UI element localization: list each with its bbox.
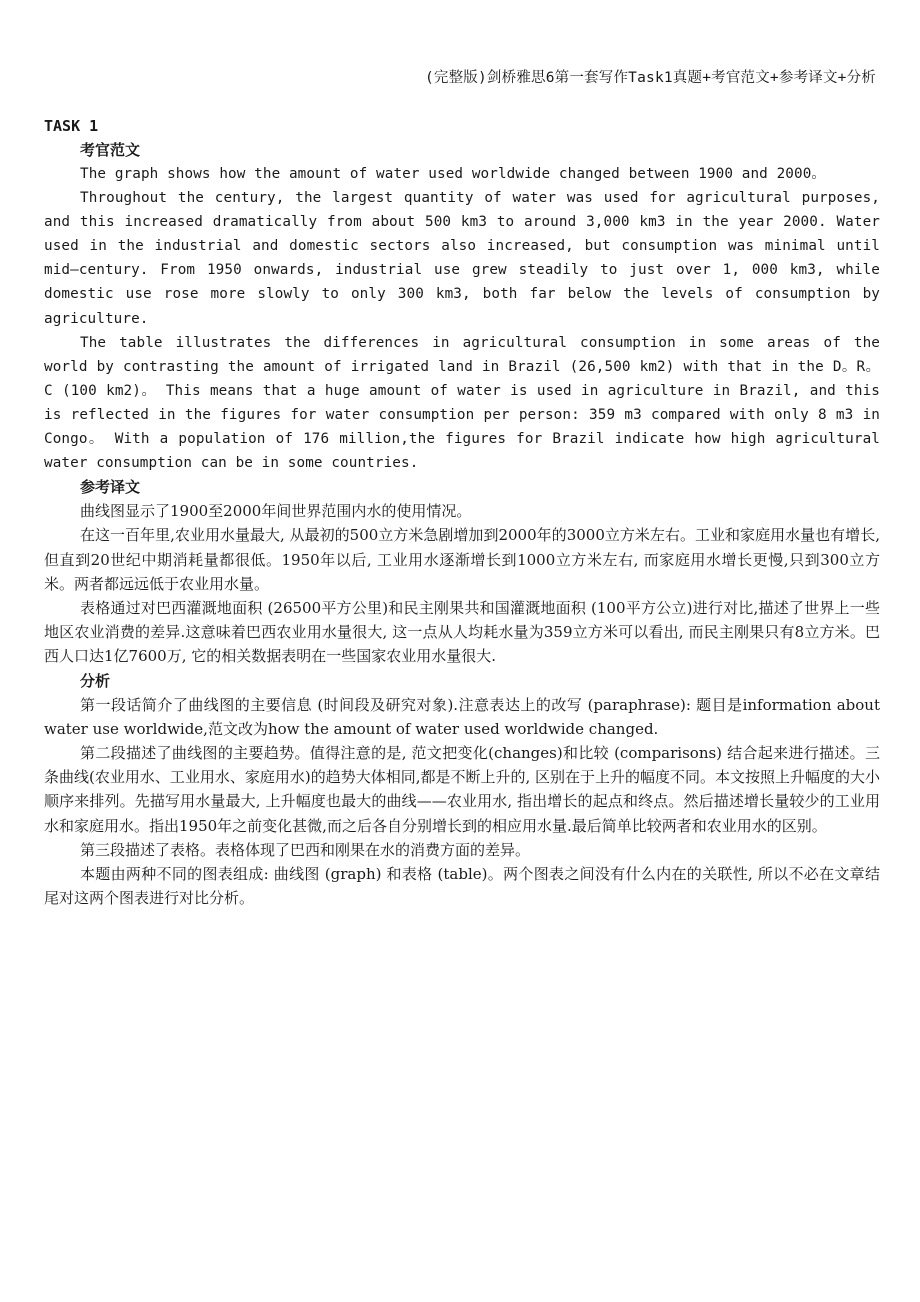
- analysis-paragraph-1: 第一段话简介了曲线图的主要信息 (时间段及研究对象).注意表达上的改写 (paraphrase): 题目是information about water use worldwide,范文改为how the amount of water used worldwide changed.: [44, 695, 880, 738]
- translation-paragraph-1: 曲线图显示了1900至2000年间世界范围内水的使用情况。: [80, 502, 472, 521]
- translation-paragraph-2: 在这一百年里,农业用水量最大, 从最初的500立方米急剧增加到2000年的3000立方米左右。工业和家庭用水量也有增长,但直到20世纪中期消耗量都很低。1950年以后, 工业用水逐渐增长到1000立方米左右, 而家庭用水增长更慢,只到300立方米。两者都远远低于农业用水量。: [44, 526, 880, 593]
- analysis-heading: 分析: [80, 671, 111, 690]
- model-paragraph-2: Throughout the century, the largest quantity of water was used for agricultural purposes, and this increased dramatically from about 500 km3 to around 3,000 km3 in the year 2000. Water used in the industrial and domestic sectors also increased, but consumption was minimal until mid—century. From 1950 onwards, industrial use grew steadily to just over 1, 000 km3, while domestic use rose more slowly to only 300 km3, both far below the levels of consumption by agriculture.: [44, 190, 880, 327]
- analysis-paragraph-4: 本题由两种不同的图表组成: 曲线图 (graph) 和表格 (table)。两个图表之间没有什么内在的关联性, 所以不必在文章结尾对这两个图表进行对比分析。: [44, 865, 880, 908]
- model-paragraph-3: The table illustrates the differences in agricultural consumption in some areas of the world by contrasting the amount of irrigated land in Brazil (26,500 km2) with that in the D。R。 C (100 km2)。 This means that a huge amount of water is used in agriculture in Brazil, and this is reflected in the figures for water consumption per person: 359 m3 compared with only 8 m3 in Congo。 With a population of 176 million,the figures for Brazil indicate how high agricultural water consumption can be in some countries.: [44, 334, 880, 472]
- task-title: TASK 1: [44, 117, 99, 135]
- translation-heading: 参考译文: [80, 478, 141, 497]
- translation-paragraph-3: 表格通过对巴西灌溉地面积 (26500平方公里)和民主刚果共和国灌溉地面积 (100平方公立)进行对比,描述了世界上一些地区农业消费的差异.这意味着巴西农业用水量很大, 这一点从人均耗水量为359立方米可以看出, 而民主刚果只有8立方米。巴西人口达1亿7600万, 它的相关数据表明在一些国家农业用水量很大.: [44, 599, 880, 666]
- model-paragraph-1: The graph shows how the amount of water used worldwide changed between 1900 and 2000。: [80, 166, 826, 182]
- document-header: (完整版)剑桥雅思6第一套写作Task1真题+考官范文+参考译文+分析: [424, 70, 876, 86]
- model-answer-heading: 考官范文: [80, 141, 141, 159]
- analysis-paragraph-3: 第三段描述了表格。表格体现了巴西和刚果在水的消费方面的差异。: [80, 840, 531, 859]
- document-body: [44, 114, 880, 910]
- analysis-paragraph-2: 第二段描述了曲线图的主要趋势。值得注意的是, 范文把变化(changes)和比较 (comparisons) 结合起来进行描述。三条曲线(农业用水、工业用水、家庭用水)的趋势大体相同,都是不断上升的, 区别在于上升的幅度不同。本文按照上升幅度的大小顺序来排列。先描写用水量最大, 上升幅度也最大的曲线——农业用水, 指出增长的起点和终点。然后描述增长量较少的工业用水和家庭用水。指出1950年之前变化甚微,而之后各自分别增长到的相应用水量.最后简单比较两者和农业用水的区别。: [44, 744, 881, 835]
